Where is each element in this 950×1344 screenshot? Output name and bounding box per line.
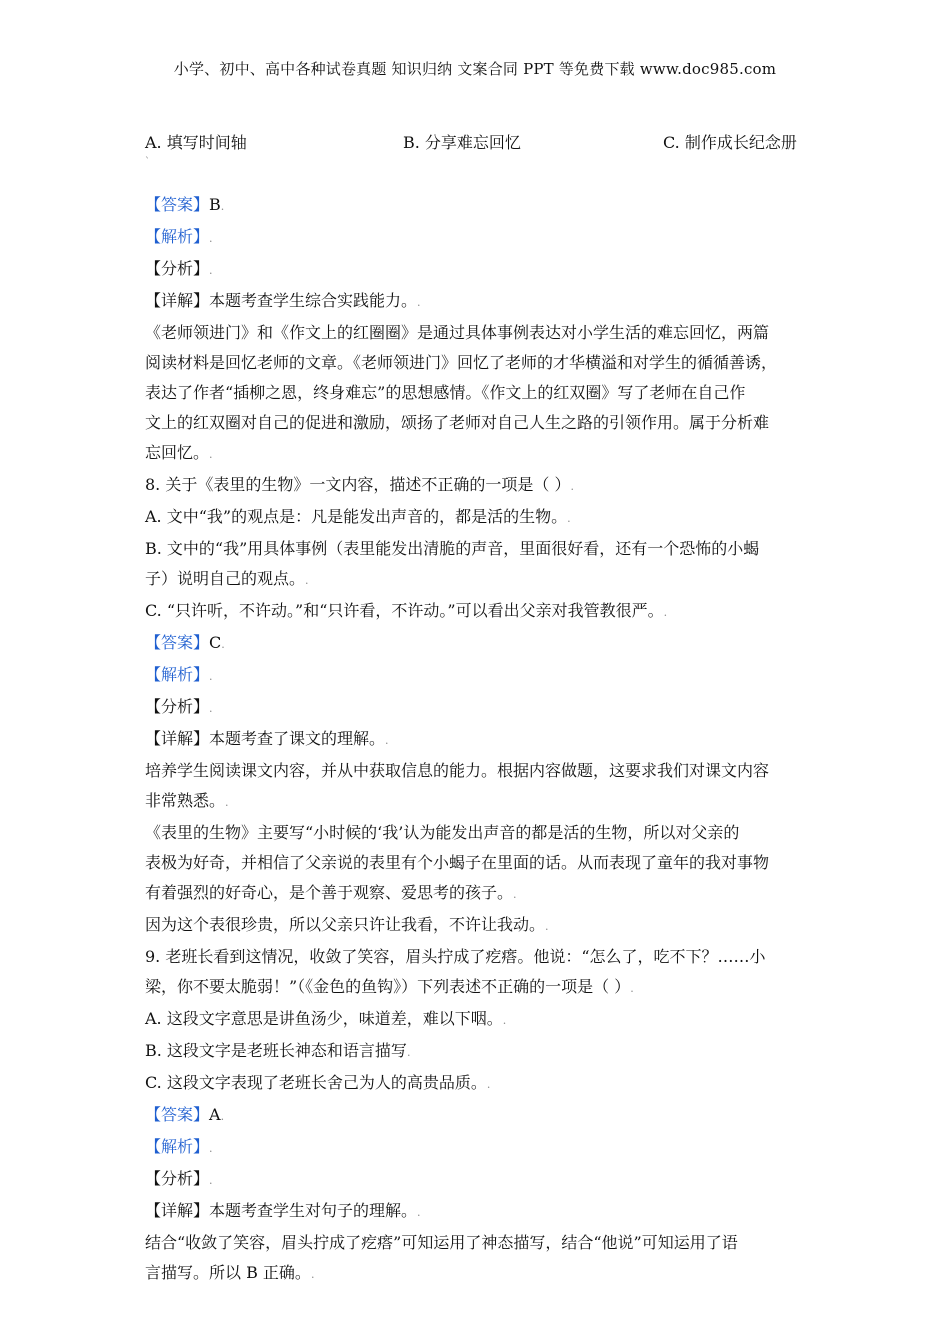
q8-option-a: A. 文中“我”的观点是：凡是能发出声音的，都是活的生物。	[145, 507, 568, 526]
q8-detail-text-3: 《表里的生物》主要写“小时候的‘我’认为能发出声音的都是活的生物，所以对父亲的	[145, 823, 740, 842]
document-body	[145, 128, 815, 1290]
q9-stem-2: 梁，你不要太脆弱！”（《金色的鱼钩》）下列表述不正确的一项是（ ）	[145, 977, 631, 996]
q9-option-b: B. 这段文字是老班长神态和语言描写	[145, 1041, 407, 1060]
q7-detail-text-3: 表达了作者“插柳之恩，终身难忘”的思想感情。《作文上的红双圈》写了老师在自己作	[145, 383, 746, 402]
q8-detail-text-6-row: 因为这个表很珍贵，所以父亲只许让我看，不许让我动。.	[145, 915, 549, 934]
q8-detail-text-1: 培养学生阅读课文内容，并从中获取信息的能力。根据内容做题，这要求我们对课文内容	[145, 761, 770, 780]
q9-detail-text-1: 结合“收敛了笑容，眉头拧成了疙瘩”可知运用了神态描写，结合“他说”可知运用了语	[145, 1233, 738, 1252]
answer-label: 【答案】	[145, 1105, 210, 1124]
q7-detail-text-5: 忘回忆。	[145, 443, 210, 462]
q7-fenxi-line: 【分析】.	[145, 259, 213, 278]
q9-answer-line: 【答案】A.	[145, 1105, 225, 1124]
q9-option-c: C. 这段文字表现了老班长舍己为人的高贵品质。	[145, 1073, 487, 1092]
q7-option-c: C. 制作成长纪念册	[663, 133, 797, 152]
jiexi-label: 【解析】	[145, 227, 210, 246]
q8-stem: 8. 关于《表里的生物》一文内容，描述不正确的一项是（ ）	[145, 475, 571, 494]
q7-options	[145, 128, 815, 158]
q8-detail-line: 【详解】本题考查了课文的理解。.	[145, 729, 389, 748]
q9-jiexi-line: 【解析】.	[145, 1137, 213, 1156]
q9-detail-line: 【详解】本题考查学生对句子的理解。.	[145, 1201, 421, 1220]
q8-detail-intro: 本题考查了课文的理解。	[209, 729, 386, 748]
q8-detail-text-4: 表极为好奇，并相信了父亲说的表里有个小蝎子在里面的话。从而表现了童年的我对事物	[145, 853, 770, 872]
q9-stem-1: 9. 老班长看到这情况，收敛了笑容，眉头拧成了疙瘩。他说：“怎么了，吃不下？……小	[145, 947, 766, 966]
fenxi-label: 【分析】	[145, 259, 210, 278]
q9-detail-text-2: 言描写。所以 B 正确。	[145, 1263, 311, 1282]
xiangjie-label: 【详解】	[145, 1201, 210, 1220]
q9-option-b-row: B. 这段文字是老班长神态和语言描写.	[145, 1041, 411, 1060]
q7-detail-text-4: 文上的红双圈对自己的促进和激励，颂扬了老师对自己人生之路的引领作用。属于分析难	[145, 413, 770, 432]
answer-label: 【答案】	[145, 633, 210, 652]
q7-detail-text-5-row: 忘回忆。.	[145, 443, 213, 462]
q9-option-a: A. 这段文字意思是讲鱼汤少，味道差，难以下咽。	[145, 1009, 503, 1028]
q8-stem-row: 8. 关于《表里的生物》一文内容，描述不正确的一项是（ ）.	[145, 475, 574, 494]
q9-answer: A	[209, 1105, 221, 1124]
q8-option-a-row: A. 文中“我”的观点是：凡是能发出声音的，都是活的生物。.	[145, 507, 571, 526]
q8-detail-text-5: 有着强烈的好奇心，是个善于观察、爱思考的孩子。	[145, 883, 514, 902]
jiexi-label: 【解析】	[145, 1137, 210, 1156]
q7-detail-text-1: 《老师领进门》和《作文上的红圈圈》是通过具体事例表达对小学生活的难忘回忆，两篇	[145, 323, 770, 342]
q9-stem-2-row: 梁，你不要太脆弱！”（《金色的鱼钩》）下列表述不正确的一项是（ ）.	[145, 977, 634, 996]
q8-option-c: C. “只许听，不许动。”和“只许看，不许动。”可以看出父亲对我管教很严。	[145, 601, 664, 620]
q9-detail-text-2-row: 言描写。所以 B 正确。.	[145, 1263, 315, 1282]
q9-fenxi-line: 【分析】.	[145, 1169, 213, 1188]
q7-detail-text-2: 阅读材料是回忆老师的文章。《老师领进门》回忆了老师的才华横溢和对学生的循循善诱，	[145, 353, 778, 372]
q8-option-b: B. 文中的“我”用具体事例（表里能发出清脆的声音，里面很好看，还有一个恐怖的小蝎	[145, 539, 760, 558]
jiexi-label: 【解析】	[145, 665, 210, 684]
q8-detail-text-6: 因为这个表很珍贵，所以父亲只许让我看，不许让我动。	[145, 915, 546, 934]
q8-option-b-cont: 子）说明自己的观点。	[145, 569, 306, 588]
q8-detail-text-2-row: 非常熟悉。.	[145, 791, 229, 810]
q8-option-c-row: C. “只许听，不许动。”和“只许看，不许动。”可以看出父亲对我管教很严。.	[145, 601, 668, 620]
page-header: 小学、初中、高中各种试卷真题 知识归纳 文案合同 PPT 等免费下载 www.doc985.com	[173, 60, 777, 78]
q7-option-b: B. 分享难忘回忆	[403, 133, 521, 152]
q9-option-a-row: A. 这段文字意思是讲鱼汤少，味道差，难以下咽。.	[145, 1009, 507, 1028]
stray-mark: `	[145, 157, 150, 168]
q9-detail-intro: 本题考查学生对句子的理解。	[209, 1201, 418, 1220]
q7-detail-intro: 本题考查学生综合实践能力。	[209, 291, 418, 310]
q9-option-c-row: C. 这段文字表现了老班长舍己为人的高贵品质。.	[145, 1073, 491, 1092]
q7-jiexi-line: 【解析】.	[145, 227, 213, 246]
q8-detail-text-2: 非常熟悉。	[145, 791, 226, 810]
q7-answer-line: 【答案】B.	[145, 195, 225, 214]
q8-fenxi-line: 【分析】.	[145, 697, 213, 716]
q8-answer-line: 【答案】C.	[145, 633, 225, 652]
q8-detail-text-5-row: 有着强烈的好奇心，是个善于观察、爱思考的孩子。.	[145, 883, 517, 902]
q8-answer: C	[209, 633, 222, 652]
xiangjie-label: 【详解】	[145, 729, 210, 748]
q7-detail-line: 【详解】本题考查学生综合实践能力。.	[145, 291, 421, 310]
fenxi-label: 【分析】	[145, 697, 210, 716]
fenxi-label: 【分析】	[145, 1169, 210, 1188]
q8-jiexi-line: 【解析】.	[145, 665, 213, 684]
q8-option-b-cont-row: 子）说明自己的观点。.	[145, 569, 309, 588]
q7-answer: B	[209, 195, 221, 214]
xiangjie-label: 【详解】	[145, 291, 210, 310]
q7-option-a: A. 填写时间轴	[145, 133, 247, 152]
answer-label: 【答案】	[145, 195, 210, 214]
